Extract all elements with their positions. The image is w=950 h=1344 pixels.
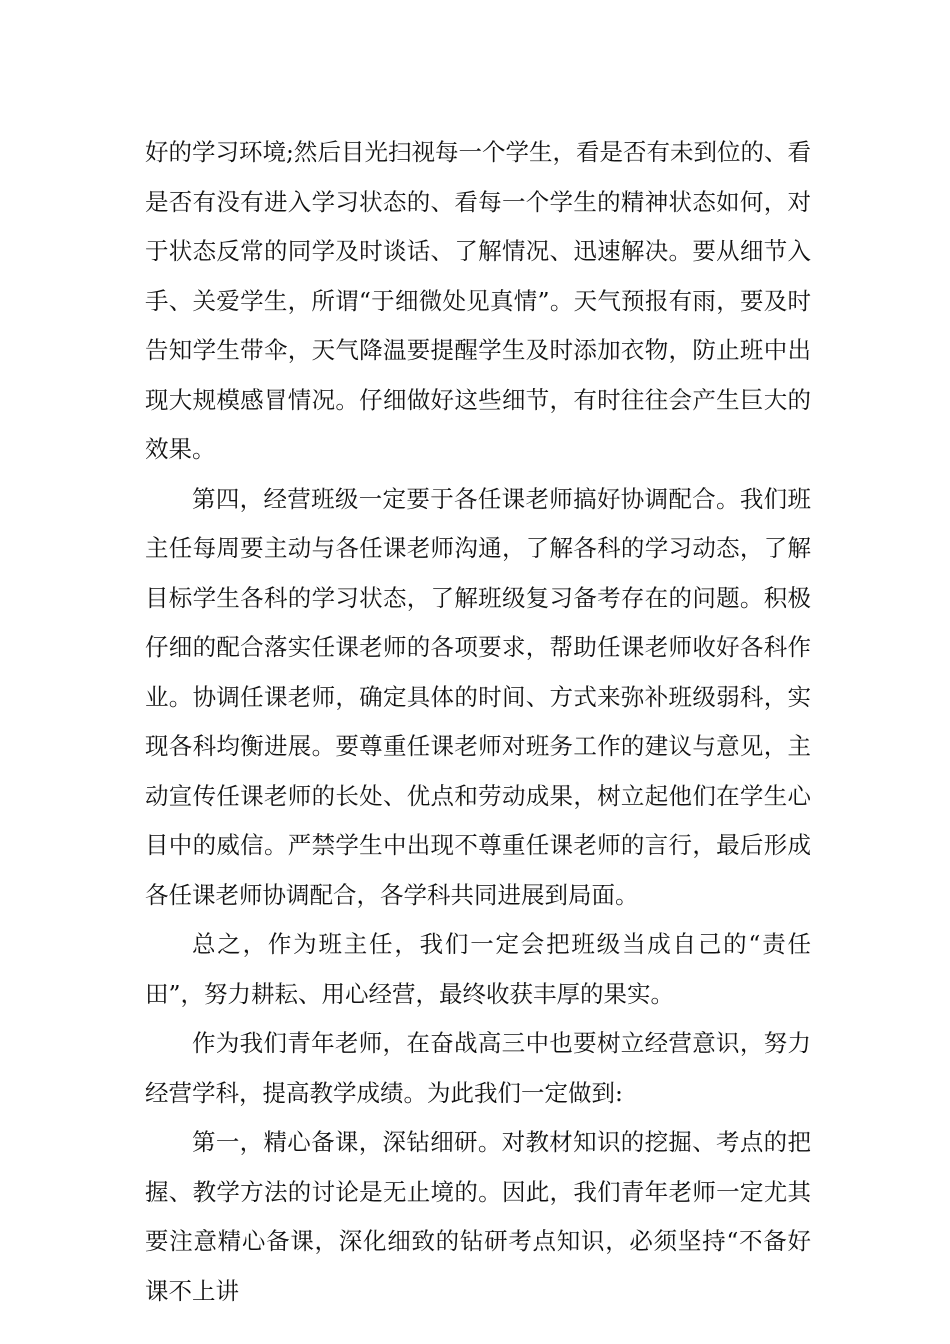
paragraph-continuation: 好的学习环境;然后目光扫视每一个学生，看是否有未到位的、看是否有没有进入学习状态的、看每一个学生的精神状态如何，对于状态反常的同学及时谈话、了解情况、迅速解决。要从细节入手、关爱学生，所谓“于细微处见真情”。天气预报有雨，要及时告知学生带伞，天气降温要提醒学生及时添加衣物，防止班中出现大规模感冒情况。仔细做好这些细节，有时往往会产生巨大的效果。	[145, 138, 811, 463]
paragraph-fourth-point: 第四，经营班级一定要于各任课老师搞好协调配合。我们班主任每周要主动与各任课老师沟通，了解各科的学习动态，了解目标学生各科的学习状态，了解班级复习备考存在的问题。积极仔细的配合落实任课老师的各项要求，帮助任课老师收好各科作业。协调任课老师，确定具体的时间、方式来弥补班级弱科，实现各科均衡进展。要尊重任课老师对班务工作的建议与意见，主动宣传任课老师的长处、优点和劳动成果，树立起他们在学生心目中的威信。严禁学生中出现不尊重任课老师的言行，最后形成各任课老师协调配合，各学科共同进展到局面。	[145, 484, 811, 909]
paragraph-first-point: 第一，精心备课，深钻细研。对教材知识的挖掘、考点的把握、教学方法的讨论是无止境的。因此，我们青年老师一定尤其要注意精心备课，深化细致的钻研考点知识，必须坚持“不备好课不上讲	[145, 1128, 811, 1305]
paragraph-young-teachers: 作为我们青年老师，在奋战高三中也要树立经营意识，努力经营学科，提高教学成绩。为此我们一定做到:	[145, 1029, 811, 1107]
paragraph-summary: 总之，作为班主任，我们一定会把班级当成自己的“责任田”，努力耕耘、用心经营，最终收获丰厚的果实。	[145, 930, 811, 1008]
document-body	[145, 128, 811, 1316]
